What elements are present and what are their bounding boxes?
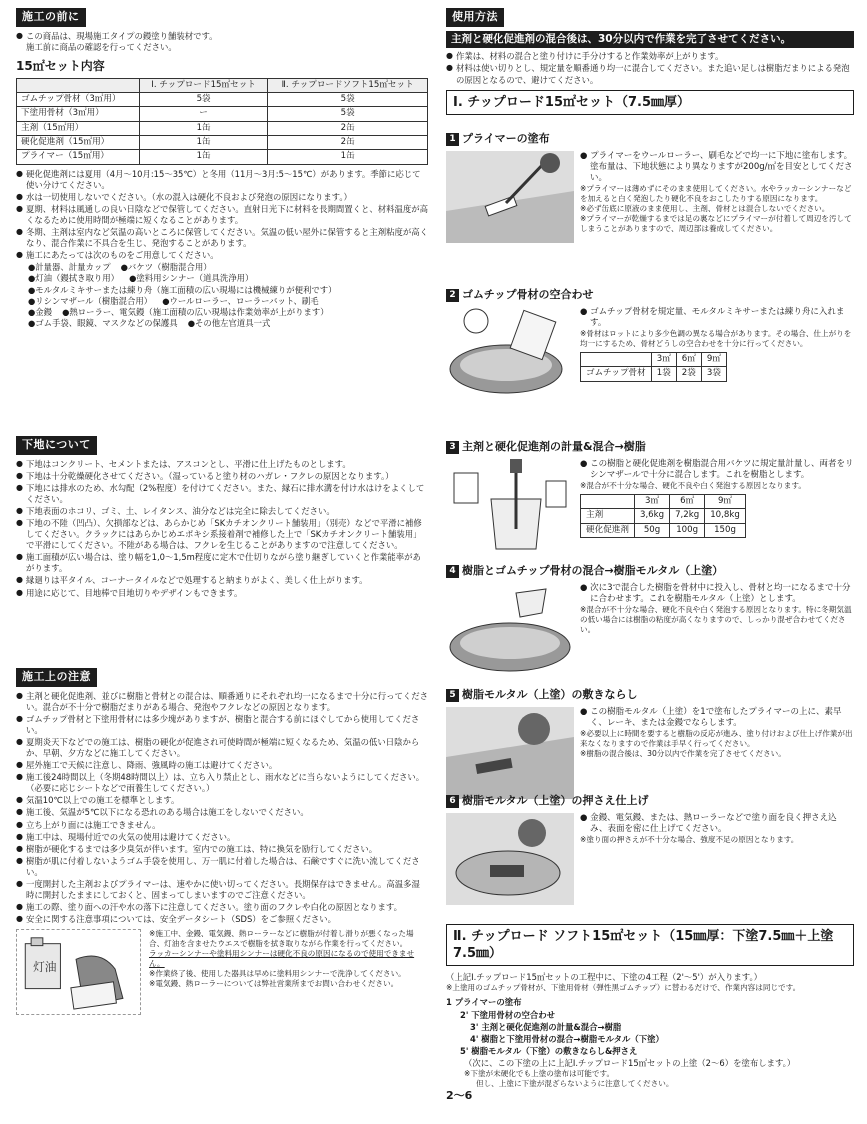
before-section <box>16 8 428 329</box>
table-row: 主剤（15㎡用） 1缶 2缶 <box>17 121 428 135</box>
kerosene-can-icon <box>16 929 141 1015</box>
table-row: 下塗用骨材（3㎡用） ー 5袋 <box>17 107 428 121</box>
table-header <box>17 78 140 92</box>
step-6: 6 樹脂モルタル（上塗）の押さえ仕上げ ● 金鏝、電気鏝、または、熱ローラーなどで塗り面を良く押さえ込み、表面を密に仕上げてください。 ※塗り面の押さえが不十分な場合、強度不足の原因となります。 <box>446 794 854 905</box>
svg-text:灯油: 灯油 <box>33 960 57 975</box>
ground-bullet: ● 施工面積が広い場合は、塗り幅を1,0〜1,5m程度に定木で仕切りながら塗り継ぎしていくと作業能率があがります。 <box>16 552 428 574</box>
ground-bullet: ● 下地の不陸（凹凸）、欠損部などは、あらかじめ「SKカチオンクリート舗装用」（別売）などで平滑に補修してください。クラックにはあらかじめエポキシ系接着剤で補修した上で「SKカチオンクリート舗装用」で平滑にしてください。不陸がある場合は、フクレを生じることがありますので注意してください。 <box>16 518 428 551</box>
caution-bullet: ● 樹脂が肌に付着しないようゴム手袋を使用し、万一肌に付着した場合は、石鹸ですぐに洗い流してください。 <box>16 856 428 878</box>
usage-bullet: ● 作業は、材料の混合と塗り付けに手分けすると作業効率が上がります。 <box>446 51 854 62</box>
note: ※施工中、金鏝、電気鏝、熱ローラーなどに樹脂が付着し滑りが悪くなった場合、灯油を含ませたウエスで樹脂を拭き取りながら作業を行ってください。 <box>149 929 414 949</box>
table-header: Ⅰ. チップロード15㎡セット <box>139 78 268 92</box>
note: ※作業終了後、使用した器具は早めに塗料用シンナーで洗浄してください。 <box>149 969 406 979</box>
before-bullet: ● 水は一切使用しないでください。（水の混入は硬化不良および発泡の原因になります。） <box>16 192 428 203</box>
step-3: 3 主剤と硬化促進剤の計量&混合→樹脂 ● この樹脂と硬化促進剤を樹脂混合用バケツに規定量計量し、両者をリシンマザールで十分に混合します。これを樹脂とします。 ※混合が不十分な場合、硬化不良や白く発泡する原因となります。 3㎡ 6㎡ 9㎡ 主剤 3,6kg 7,2kg 10,8kg 硬化促進剤 50g 100g 150g <box>446 440 854 551</box>
before-item: ● この商品は、現場施工タイプの鏝塗り舗装材です。 施工前に商品の確認を行ってください。 <box>16 31 428 53</box>
set2-note: ※上塗用のゴムチップ骨材が、下塗用骨材（弾性黒ゴムチップ）に替わるだけで、作業内容は同じです。 <box>446 983 801 993</box>
ground-section <box>16 436 428 600</box>
process-flow: 1 プライマーの塗布 2' 下塗用骨材の空合わせ 3' 主剤と硬化促進剤の計量&混合→樹脂 4' 樹脂と下塗用骨材の混合→樹脂モルタル（下塗） 5' 樹脂モルタル（下塗）の敷きならし&押さえ <box>446 997 664 1056</box>
warning-bar: 主剤と硬化促進剤の混合後は、30分以内で作業を完了させてください。 <box>446 31 854 49</box>
set2-title: Ⅱ. チップロード ソフト15㎡セット（15㎜厚：下塗7.5㎜＋上塗7.5㎜） <box>446 924 854 966</box>
table-header: Ⅱ. チップロードソフト15㎡セット <box>268 78 428 92</box>
ground-heading: 下地について <box>16 436 97 455</box>
caution-bullet: ● 施工後24時間以上（冬期48時間以上）は、立ち入り禁止とし、雨水などに当らないようにしてください。（必要に応じシートなどで雨養生してください。） <box>16 772 428 794</box>
set-contents-table <box>16 78 428 165</box>
usage-bullet: ● 材料は使い切りとし、規定量を順番通り均一に混合してください。また追い足しは樹脂だまりによる発泡の原因となるので、避けてください。 <box>446 63 854 85</box>
set-title: 15㎡セット内容 <box>16 58 105 73</box>
flow-end: 2〜6 <box>446 1089 473 1103</box>
mixing-tub-icon <box>446 307 574 399</box>
set2-intro: （上記Ⅰ.チップロード15㎡セットの工程中に、下塗の4工程（2'〜5'）が入ります。） <box>446 972 763 983</box>
resin-table: 3㎡ 6㎡ 9㎡ 主剤 3,6kg 7,2kg 10,8kg 硬化促進剤 50g 100g 150g <box>580 494 746 538</box>
before-bullet: ● 硬化促進剤には夏用（4月〜10月:15〜35℃）と冬用（11月〜3月:5〜15℃）があります。季節に応じて使い分けてください。 <box>16 169 428 191</box>
caution-bullet: ● 安全に関する注意事項については、安全データシート（SDS）をご参照ください。 <box>16 914 428 925</box>
caution-bullet: ● 施工中は、現場付近での火気の使用は避けてください。 <box>16 832 428 843</box>
right-column <box>446 8 854 1103</box>
trowel-press-icon <box>446 813 574 905</box>
before-bullet: ● 夏期、材料は風通しの良い日陰などで保管してください。直射日光下に材料を長期間置くと、材料温度が高くなるために使用時間が極端に短くなることがあります。 <box>16 204 428 226</box>
ground-bullet: ● 用途に応じて、目地棒で目地切りやデザインもできます。 <box>16 588 428 599</box>
caution-bullet: ● 屋外施工で天候に注意し、降雨、強風時の施工は避けてください。 <box>16 760 428 771</box>
kerosene-note-box <box>16 929 428 1015</box>
mortar-mix-icon <box>446 583 574 675</box>
ground-bullet: ● 下地には排水のため、水勾配（2%程度）を付けてください。また、縁石に排水溝を付け水はけをよくしてください。 <box>16 483 428 505</box>
ground-bullet: ● 下地表面のホコリ、ゴミ、土、レイタンス、油分などは完全に除去してください。 <box>16 506 428 517</box>
before-bullet: ● 施工にあたっては次のものをご用意してください。 <box>16 250 428 261</box>
set1-title: Ⅰ. チップロード15㎡セット（7.5㎜厚） <box>446 90 854 115</box>
flow-text: （次に、この下塗の上に上記Ⅰ.チップロード15㎡セットの上塗（2〜6）を塗布します。） <box>464 1057 796 1068</box>
usage-heading: 使用方法 <box>446 8 504 27</box>
caution-section <box>16 668 428 1015</box>
table-row: ゴムチップ骨材（3㎡用） 5袋 5袋 <box>17 92 428 106</box>
caution-bullet: ● 施工後、気温が5℃以下になる恐れのある場合は施工をしないでください。 <box>16 807 428 818</box>
ground-bullet: ● 下地は十分乾燥硬化させてください。（湿っていると塗り材のハガレ・フクレの原因となります。） <box>16 471 428 482</box>
caution-bullet: ● 主剤と硬化促進剤、並びに樹脂と骨材との混合は、順番通りにそれぞれ均一になるまで十分に行ってください。混合が不十分で樹脂だまりがある場合、発泡やフクレなどの原因となります。 <box>16 691 428 713</box>
before-heading: 施工の前に <box>16 8 86 27</box>
primer-roller-icon <box>446 151 574 243</box>
table-row: プライマー（15㎡用） 1缶 1缶 <box>17 150 428 164</box>
mixer-bucket-icon <box>446 459 574 551</box>
table-row: 硬化促進剤（15㎡用） 1缶 2缶 <box>17 135 428 149</box>
caution-bullet: ● 気温10℃以上での施工を標準とします。 <box>16 795 428 806</box>
step-2: 2 ゴムチップ骨材の空合わせ ● ゴムチップ骨材を規定量、モルタルミキサーまたは練り舟に入れます。 ※骨材はロットにより多少色調の異なる場合があります。その場合、仕上がりを均一にするため、骨材どうしの空合わせを十分に行ってください。 3㎡ 6㎡ 9㎡ ゴムチップ骨材 1袋 2袋 3袋 <box>446 288 854 399</box>
before-bullet: ● 冬期、主剤は室内など気温の高いところに保管してください。気温の低い屋外に保管すると主剤粘度が高くなり、混合作業に不具合を生じ、発泡することがあります。 <box>16 227 428 249</box>
trowel-spread-icon <box>446 707 574 799</box>
step-4: 4 樹脂とゴムチップ骨材の混合→樹脂モルタル（上塗） ● 次に3で混合した樹脂を骨材中に投入し、骨材と均一になるまで十分に合わせます。これを樹脂モルタル（上塗）とします。 ※混合が不十分な場合、硬化不良や白く発泡する原因となります。特に冬期気温の低い場合には樹脂の粘度が高くなりますので、しっかり混ぜ合わせてください。 <box>446 564 854 675</box>
caution-bullet: ● 夏期炎天下などでの施工は、樹脂の硬化が促進され可使時間が極端に短くなるため、気温の低い日陰からか、早朝、夕方などに施工してください。 <box>16 737 428 759</box>
caution-bullet: ● 樹脂が硬化するまでは多少臭気が伴います。室内での施工は、特に換気を励行してください。 <box>16 844 428 855</box>
aggregate-table: 3㎡ 6㎡ 9㎡ ゴムチップ骨材 1袋 2袋 3袋 <box>580 352 727 382</box>
kit-list: ●計量器、計量カップ ●バケツ（樹脂混合用） ●灯油（鏝拭き取り用） ●塗料用シンナー（道具洗浄用） ●モルタルミキサーまたは練り舟（施工面積の広い現場には機械練りが便利です） ●リシンマザール（樹脂混合用） ●ウールローラー、ローラーバット、刷毛 ●金鏝 ●熱ローラー、電気鏝（施工面積の広い現場は作業効率が上がります） ●ゴム手袋、眼鏡、マスクなどの保護具 ●その他左官道具一式 <box>28 262 337 328</box>
caution-bullet: ● 立ち上がり面には施工できません。 <box>16 820 428 831</box>
note: ラッカーシンナーや塗料用シンナーは硬化不良の原因になるので使用できません。 <box>149 949 415 969</box>
step-1: 1 プライマーの塗布 ● プライマーをウールローラー、刷毛などで均一に下地に塗布します。塗布量は、下地状態により異なりますが200g/㎡を目安としてください。 ※プライマーは薄めずにそのまま使用してください。水やラッカーシンナーなどを加えると白く発泡したり硬化不良をおこしたりする原因になります。 ※必ず缶底に原液のまま使用し、主剤、骨材とは混合しないでください。 ※プライマーが乾燥するまでは足の裏などにプライマーが付着して周辺を汚してしまうことがありますので、周辺部は養成してください。 <box>446 132 854 243</box>
set2-section: Ⅱ. チップロード ソフト15㎡セット（15㎜厚：下塗7.5㎜＋上塗7.5㎜） （上記Ⅰ.チップロード15㎡セットの工程中に、下塗の4工程（2'〜5'）が入ります。） ※上塗用のゴムチップ骨材が、下塗用骨材（弾性黒ゴムチップ）に替わるだけで、作業内容は同じです。 1 プライマーの塗布 2' 下塗用骨材の空合わせ 3' 主剤と硬化促進剤の計量&混合→樹脂 4' 樹脂と下塗用骨材の混合→樹脂モルタル（下塗） 5' 樹脂モルタル（下塗）の敷きならし&押さえ （次に、この下塗の上に上記Ⅰ.チップロード15㎡セットの上塗（2〜6）を塗布します。） ※下塗が未硬化でも上塗の塗布は可能です。 但し、上塗に下塗が混ざらないように注意してください。 2〜6 <box>446 920 854 1104</box>
ground-bullet: ● 縁廻りは平タイル、コーナータイルなどで処理すると納まりがよく、美しく仕上がります。 <box>16 575 428 586</box>
caution-bullet: ● 施工の際、塗り面への汗や水の落下に注意してください。塗り面のフクレや白化の原因となります。 <box>16 902 428 913</box>
step-5: 5 樹脂モルタル（上塗）の敷きならし ● この樹脂モルタル（上塗）を1で塗布したプライマーの上に、素早く、レーキ、または金鏝でならします。 ※必要以上に時間を要すると樹脂の反応が進み、塗り付けおよび仕上げ作業が出来なくなりますので作業は手早く行ってください。 ※樹脂の混合後は、30分以内で作業を完了させてください。 <box>446 688 854 799</box>
caution-bullet: ● 一度開封した主剤およびプライマーは、速やかに使い切ってください。長期保存はできません。高温多湿時に開封したままにしておくと、固まってしまいますのでご注意ください。 <box>16 879 428 901</box>
caution-heading: 施工上の注意 <box>16 668 97 687</box>
caution-bullet: ● ゴムチップ骨材と下塗用骨材には多少塊がありますが、樹脂と混合する前にほぐしてから使用してください。 <box>16 714 428 736</box>
note: ※電気鏝、熱ローラーについては弊社営業所までお問い合わせください。 <box>149 979 399 989</box>
ground-bullet: ● 下地はコンクリート、セメントまたは、アスコンとし、平滑に仕上げたものとします。 <box>16 459 428 470</box>
